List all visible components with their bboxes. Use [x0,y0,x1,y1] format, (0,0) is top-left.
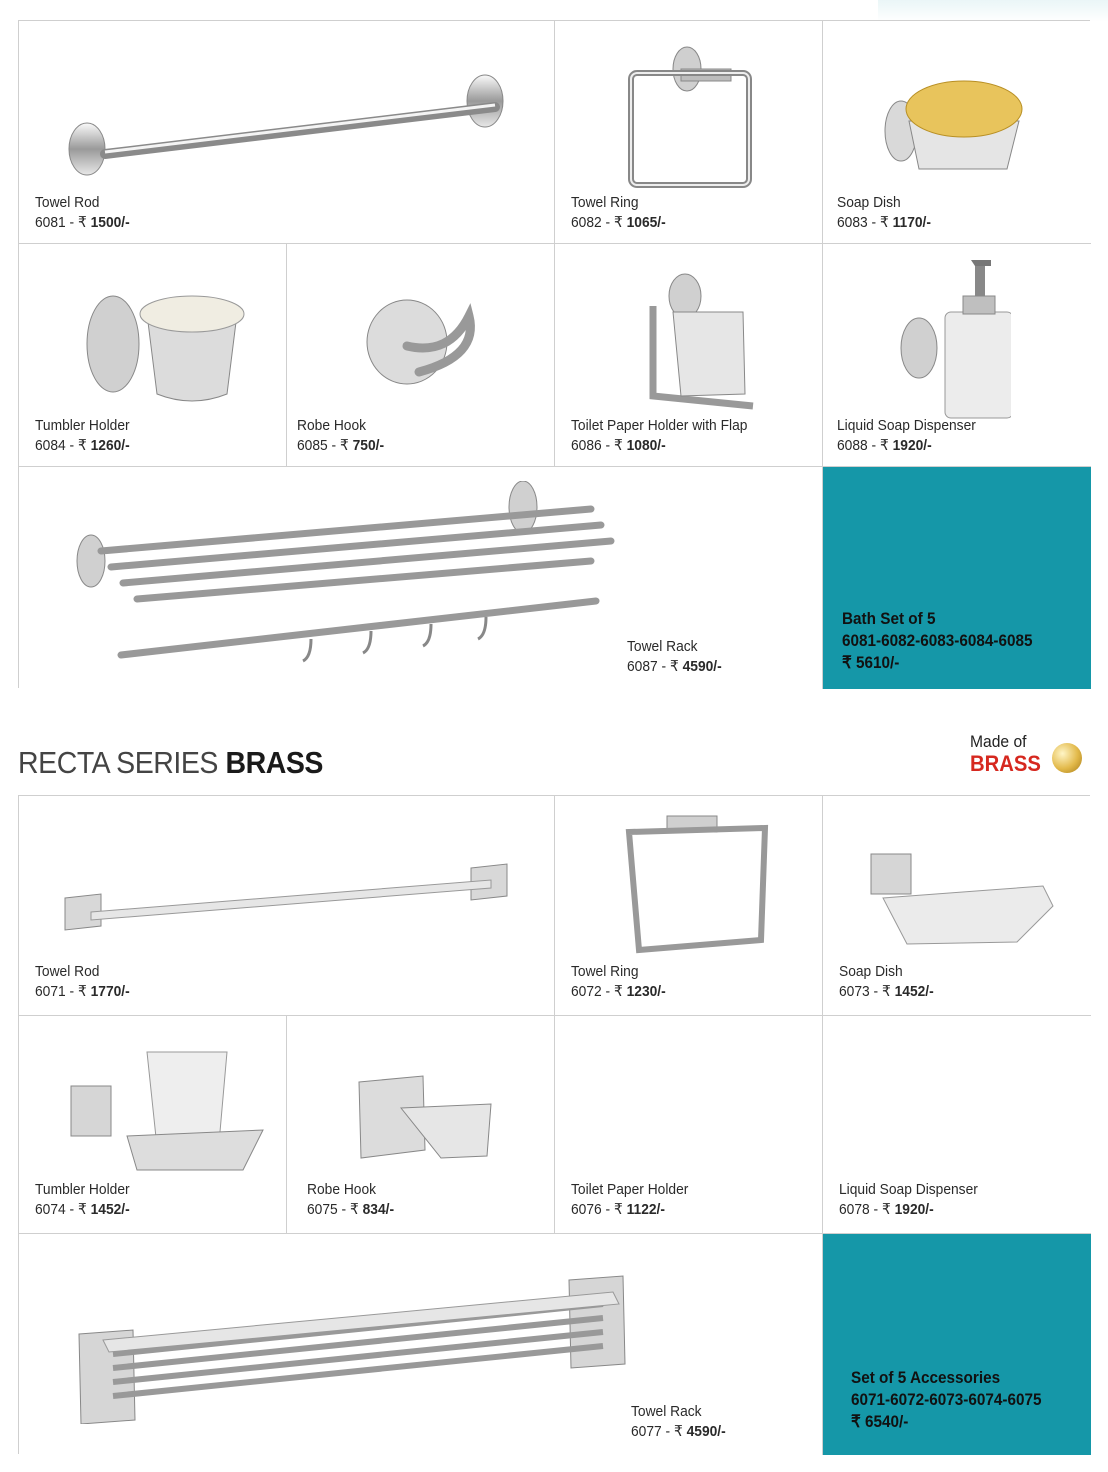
top-decoration [878,0,1108,22]
rupee-icon: ₹ [77,1201,87,1218]
soap-dispenser-image [891,252,1011,422]
product-code: 6076 - [571,1201,611,1218]
towel-ring-image [623,39,763,189]
rupee-icon: ₹ [879,214,889,231]
product-robe-hook-6075[interactable] [287,1016,555,1234]
product-code: 6074 - [35,1201,75,1218]
product-code: 6086 - [571,437,611,454]
rupee-icon: ₹ [879,437,889,454]
product-name: Towel Rack [631,1403,702,1420]
soap-dish-image [879,71,1029,181]
product-tumbler-holder-6074[interactable] [19,1016,287,1234]
towel-ring-image [621,814,771,954]
rupee-icon: ₹ [77,983,87,1000]
product-price: 1260/- [90,437,130,454]
product-code: 6072 - [571,983,611,1000]
rupee-icon: ₹ [349,1201,359,1218]
product-name: Soap Dish [839,963,903,980]
made-of-label: Made of [970,732,1027,751]
product-liquid-soap-dispenser-6078[interactable] [823,1016,1091,1234]
set-codes: 6081-6082-6083-6084-6085 [842,631,1033,650]
towel-rod-image [55,59,525,189]
product-towel-rack-6077[interactable] [19,1234,823,1455]
product-name: Towel Rod [35,194,100,211]
product-towel-rack-6087[interactable] [19,467,823,689]
material-label: BRASS [970,751,1041,776]
product-name: Toilet Paper Holder [571,1181,689,1198]
series2-grid [18,795,1090,1454]
rupee-icon: ₹ [77,437,87,454]
rupee-icon: ₹ [339,437,349,454]
set-price: ₹ 5610/- [842,653,900,672]
product-name: Tumbler Holder [35,1181,130,1198]
product-soap-dish-6073[interactable] [823,796,1091,1016]
product-tumbler-holder-6084[interactable] [19,244,287,467]
product-code: 6084 - [35,437,75,454]
product-price: 1452/- [90,1201,130,1218]
product-price: 834/- [362,1201,395,1218]
product-price: 1080/- [626,437,666,454]
set-price: ₹ 6540/- [851,1412,909,1431]
series-heading: RECTA SERIES BRASS [18,745,323,780]
rupee-icon: ₹ [669,658,679,675]
rupee-icon: ₹ [881,983,891,1000]
product-price: 1500/- [90,214,130,231]
product-towel-ring-6082[interactable] [555,21,823,244]
product-name: Towel Ring [571,963,639,980]
product-robe-hook-6085[interactable] [287,244,555,467]
rupee-icon: ₹ [881,1201,891,1218]
rupee-icon: ₹ [77,214,87,231]
towel-rack-image [71,481,621,681]
product-price: 4590/- [682,658,722,675]
product-price: 750/- [352,437,385,454]
product-name: Toilet Paper Holder with Flap [571,417,748,434]
product-code: 6077 - [631,1423,671,1440]
made-of-brass-badge [970,732,1047,774]
set-title: Set of 5 Accessories [851,1368,1001,1387]
product-liquid-soap-dispenser-6088[interactable] [823,244,1091,467]
product-name: Soap Dish [837,194,901,211]
product-name: Liquid Soap Dispenser [839,1181,978,1198]
product-code: 6075 - [307,1201,347,1218]
rupee-icon: ₹ [673,1423,683,1440]
set-codes: 6071-6072-6073-6074-6075 [851,1390,1042,1409]
product-name: Towel Rack [627,638,698,655]
product-code: 6085 - [297,437,337,454]
tumbler-holder-image [77,284,267,414]
towel-rod-image [61,856,511,936]
accessories-set-panel[interactable] [823,1234,1091,1455]
product-name: Robe Hook [307,1181,377,1198]
product-price: 1920/- [892,437,932,454]
robe-hook-image [341,1054,501,1164]
product-name: Towel Ring [571,194,639,211]
product-soap-dish-6083[interactable] [823,21,1091,244]
product-price: 1122/- [626,1201,665,1218]
bath-set-panel[interactable] [823,467,1091,689]
soap-dish-image [867,846,1057,946]
rupee-icon: ₹ [613,214,623,231]
toilet-paper-holder-image [633,266,773,416]
robe-hook-image [359,286,499,396]
set-title: Bath Set of 5 [842,609,936,628]
product-price: 1452/- [894,983,934,1000]
product-name: Towel Rod [35,963,100,980]
rupee-icon: ₹ [613,1201,623,1218]
product-towel-ring-6072[interactable] [555,796,823,1016]
product-code: 6078 - [839,1201,879,1218]
product-code: 6071 - [35,983,75,1000]
product-code: 6082 - [571,214,611,231]
product-toilet-paper-holder-6086[interactable] [555,244,823,467]
product-towel-rod-6081[interactable] [19,21,555,244]
rupee-icon: ₹ [613,437,623,454]
product-toilet-paper-holder-6076[interactable] [555,1016,823,1234]
towel-rack-image [73,1274,653,1424]
product-name: Tumbler Holder [35,417,130,434]
product-code: 6083 - [837,214,877,231]
product-price: 1230/- [626,983,666,1000]
product-price: 1170/- [892,214,931,231]
product-price: 1920/- [894,1201,934,1218]
product-price: 1065/- [626,214,666,231]
product-name: Robe Hook [297,417,367,434]
product-code: 6081 - [35,214,75,231]
brass-coin-icon [1052,743,1082,773]
product-price: 4590/- [686,1423,726,1440]
product-price: 1770/- [90,983,130,1000]
product-code: 6087 - [627,658,667,675]
product-towel-rod-6071[interactable] [19,796,555,1016]
product-name: Liquid Soap Dispenser [837,417,976,434]
product-code: 6088 - [837,437,877,454]
series1-grid [18,20,1090,688]
rupee-icon: ₹ [613,983,623,1000]
tumbler-holder-image [67,1046,267,1186]
product-code: 6073 - [839,983,879,1000]
